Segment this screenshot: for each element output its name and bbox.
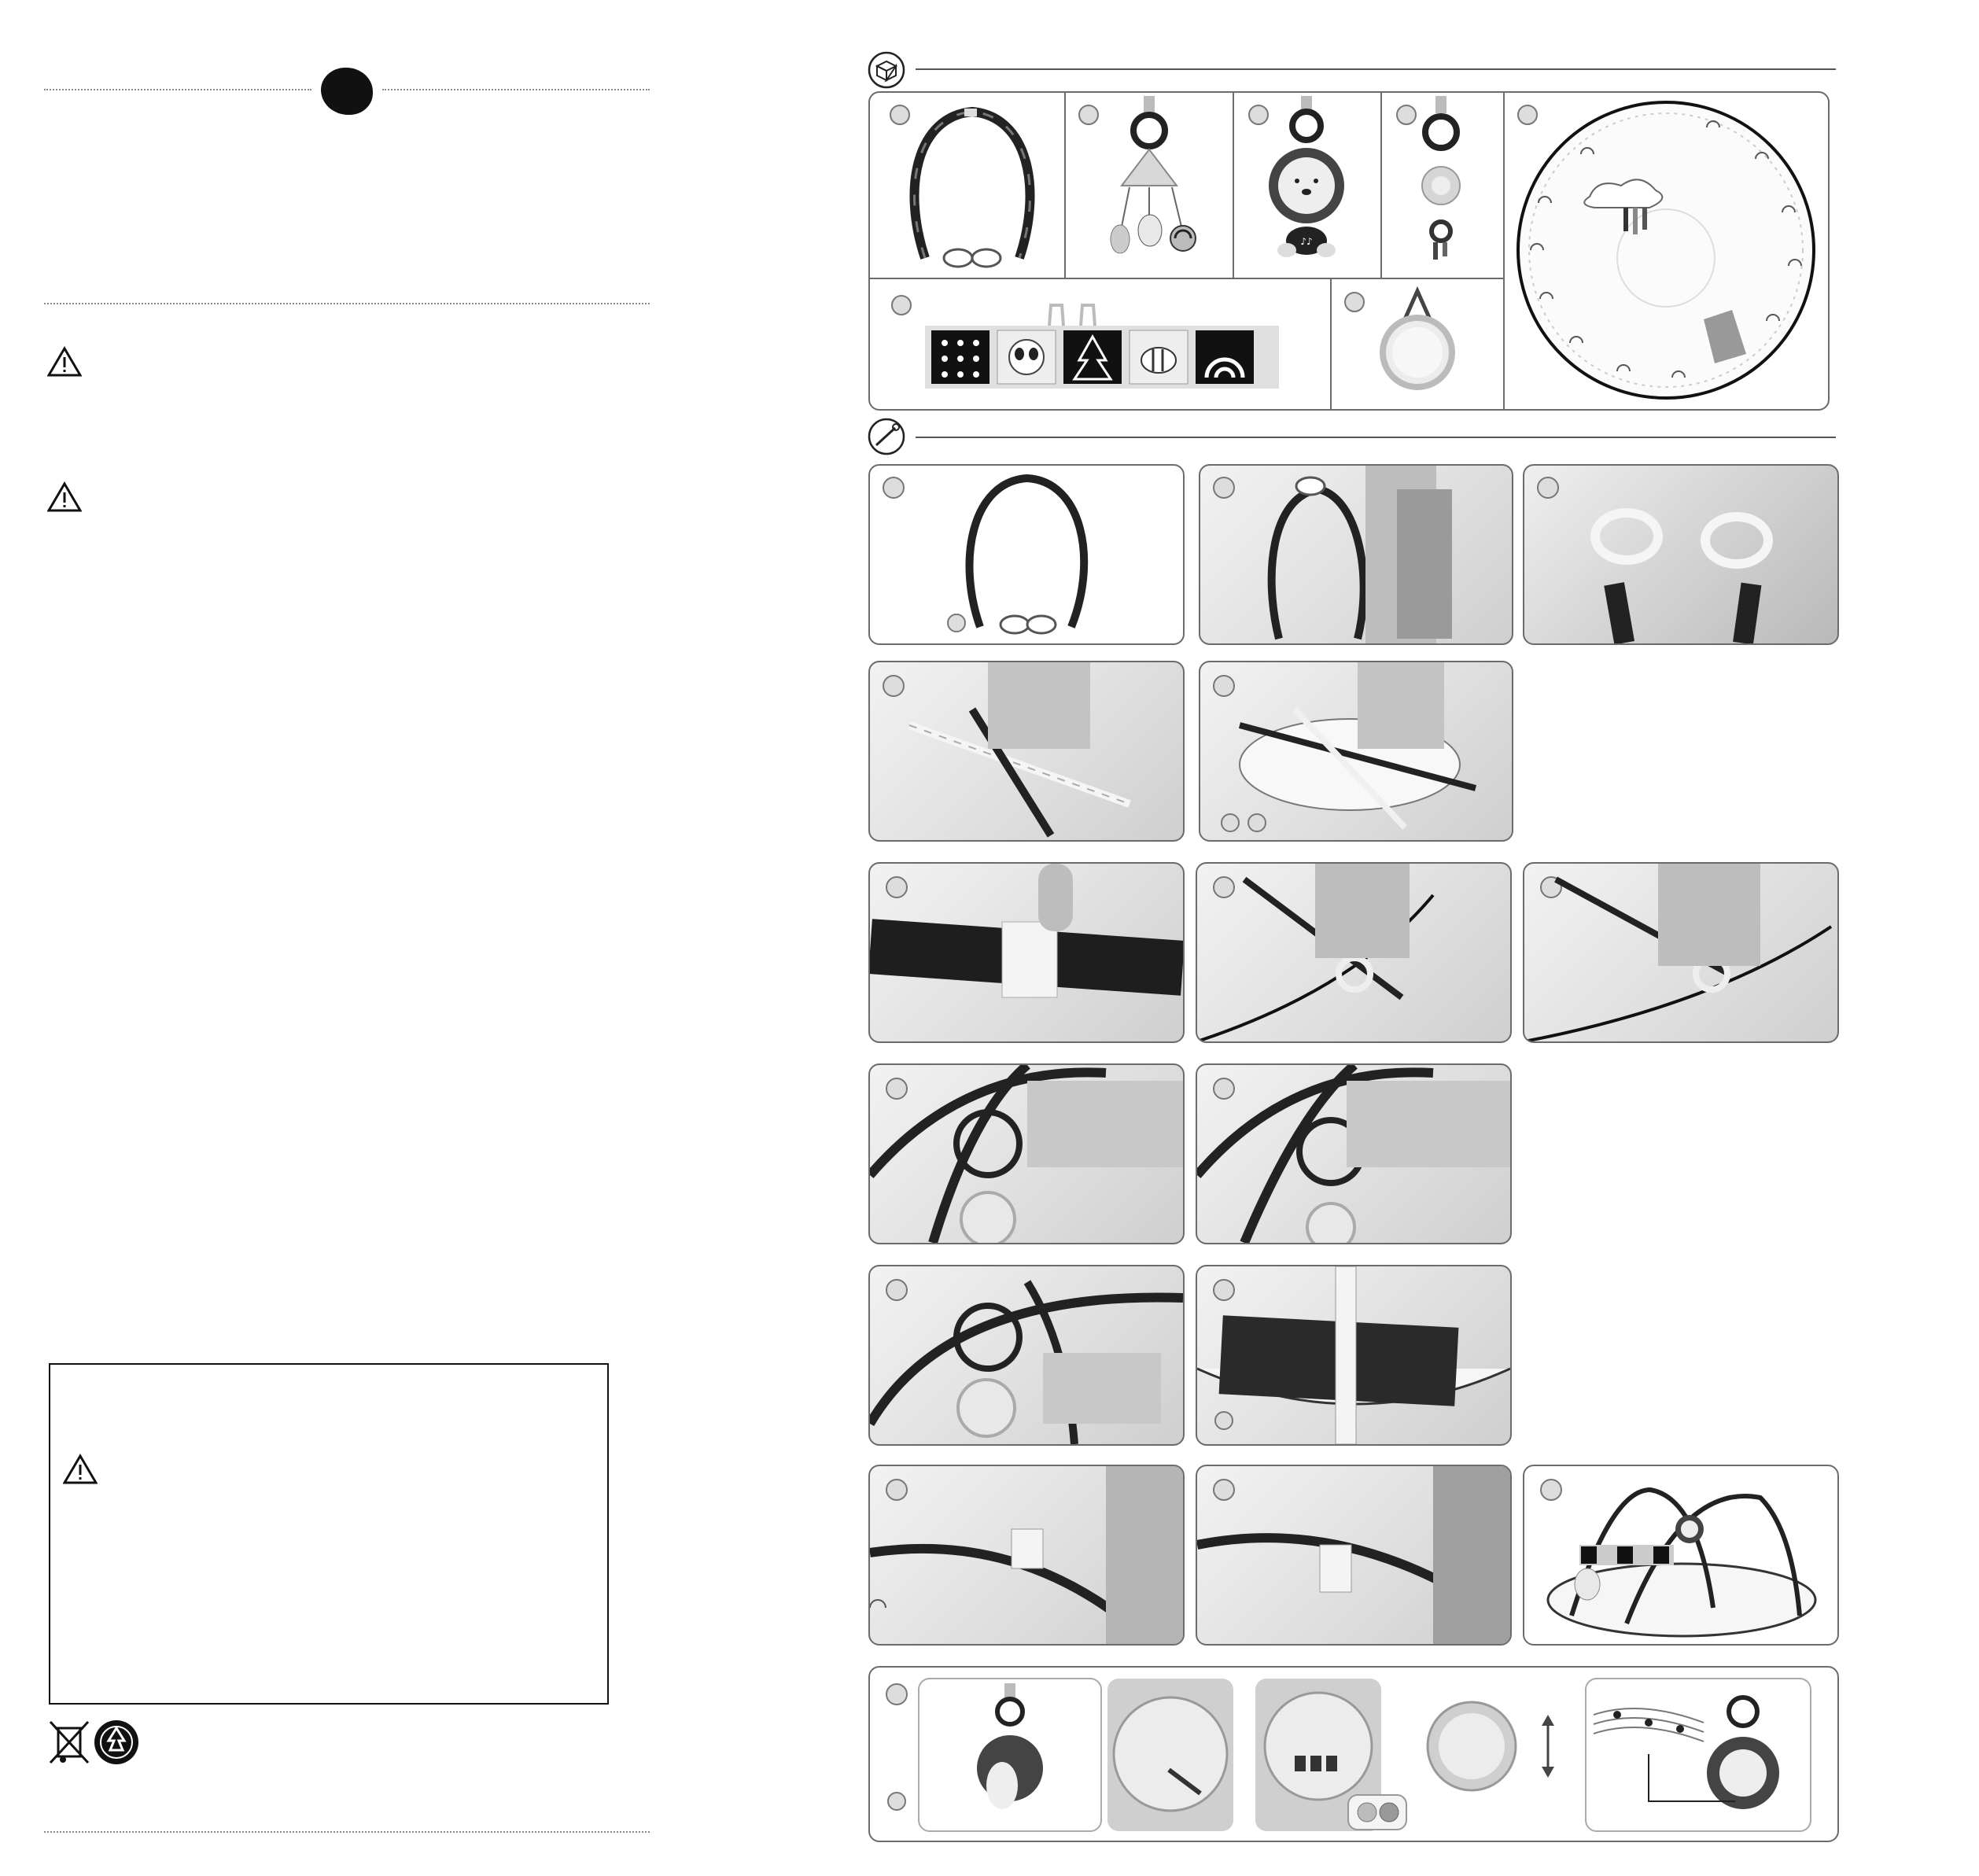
black-white-card-strip	[925, 305, 1279, 389]
step-hang-ring-b	[1196, 1063, 1512, 1244]
step-clip-rings	[1523, 464, 1839, 645]
recycling-icon	[93, 1719, 140, 1766]
top-divider-right	[382, 89, 650, 90]
assembly-header-rule	[916, 437, 1836, 438]
section-divider	[44, 303, 650, 304]
step-attach-clip-left	[1196, 862, 1512, 1043]
step-hang-ring-a	[868, 1063, 1185, 1244]
assembly-tool-icon	[867, 417, 906, 456]
safety-notice-box	[49, 1363, 609, 1705]
step-open-arch	[1199, 464, 1513, 645]
arch-bar-part	[915, 109, 1030, 267]
step-arch-overview	[868, 464, 1185, 645]
bottom-divider	[44, 1831, 650, 1833]
contents-panel	[868, 91, 1830, 411]
step-pocket-strap	[1196, 1265, 1512, 1446]
warning-triangle-icon	[47, 481, 82, 513]
contents-header-rule	[916, 68, 1836, 70]
lion-music-toy	[1269, 96, 1344, 257]
hanging-mobile-toy	[1111, 96, 1196, 253]
step-secure-strap-a	[868, 1465, 1185, 1646]
contents-parts-grid	[870, 93, 1828, 409]
step-battery-music	[868, 1666, 1839, 1842]
language-marker-dot	[321, 68, 373, 115]
step-hang-toy	[868, 1265, 1185, 1446]
step-cross-arches	[868, 661, 1185, 842]
step-secure-strap-b	[1196, 1465, 1512, 1646]
baby-mirror	[1383, 291, 1452, 387]
svg-text:♪♪: ♪♪	[1300, 236, 1313, 247]
box-contents-icon	[867, 50, 906, 90]
warning-triangle-icon	[63, 1454, 98, 1485]
step-place-on-mat	[1199, 661, 1513, 842]
warning-triangle-icon	[47, 346, 82, 378]
step-strap-closeup	[868, 862, 1185, 1043]
rattle-toy	[1422, 96, 1460, 260]
step-finished-gym	[1523, 1465, 1839, 1646]
top-divider-left	[44, 89, 311, 90]
crossed-out-bin-icon	[47, 1719, 91, 1766]
step-attach-clip-right	[1523, 862, 1839, 1043]
play-mat	[1518, 102, 1814, 398]
